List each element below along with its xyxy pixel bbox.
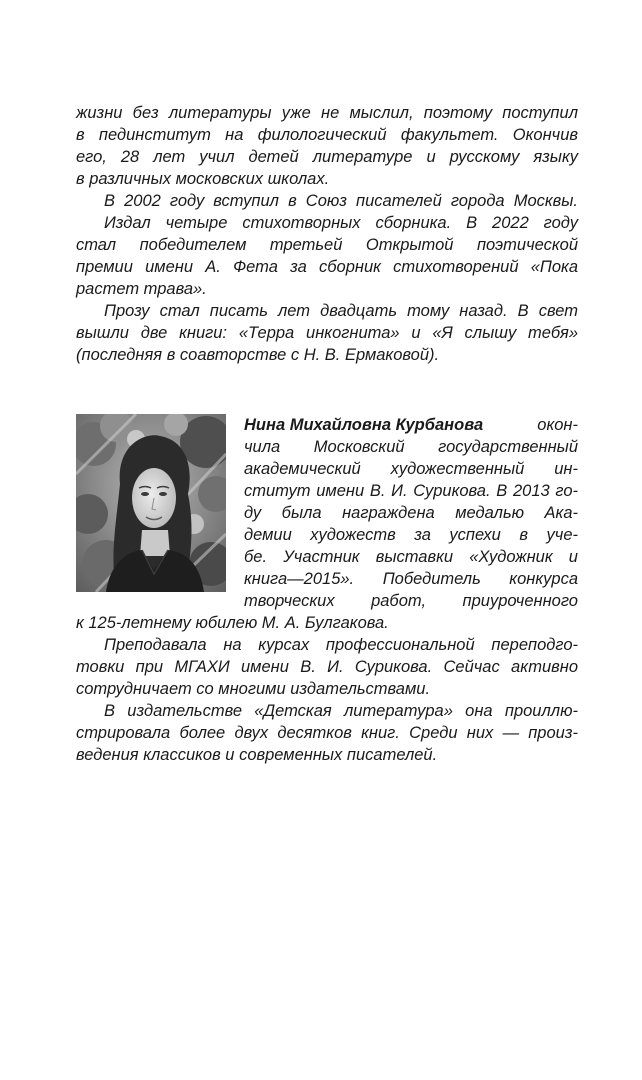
text-line: (последняя в соавторстве с Н. В. Ермаковой). [76,346,440,364]
text-line: ститут имени В. И. Сурикова. В 2013 го- [244,482,578,500]
text-line: книга—2015». Победитель конкурса [244,570,578,588]
text-line: Преподавала на курсах профессиональной переподго- [104,636,578,654]
text-line: Прозу стал писать лет двадцать тому назад. В свет [104,302,578,320]
text-line: академический художественный ин- [244,460,578,478]
text-line: сотрудничает со многими издательствами. [76,680,431,698]
text-line: вышли две книги: «Терра инкогнита» и «Я слышу тебя» [76,324,578,342]
text-line: жизни без литературы уже не мыслил, поэтому поступил [76,104,578,122]
text-line: бе. Участник выставки «Художник и [244,548,578,566]
text-line: В 2002 году вступил в Союз писателей города Москвы. [104,192,578,210]
text-line: его, 28 лет учил детей литературе и русскому языку [76,148,578,166]
text-line: товки при МГАХИ имени В. И. Сурикова. Сейчас активно [76,658,578,676]
text-line: чила Московский государственный [244,438,578,456]
text-line: стрировала более двух десятков книг. Среди них — произ- [76,724,578,742]
text-line: стал победителем третьей Открытой поэтической [76,236,578,254]
text-line: демии художеств за успехи в уче- [244,526,578,544]
text-line: в различных московских школах. [76,170,330,188]
text-line: к 125-летнему юбилею М. А. Булгакова. [76,614,389,632]
text-line: В издательстве «Детская литература» она проиллю- [104,702,578,720]
text-line: ду была награждена медалью Ака- [244,504,578,522]
author-name: Нина Михайловна Курбанова [244,416,484,434]
text-line: творческих работ, приуроченного [244,592,578,610]
text-fragment: окон- [537,416,578,434]
author-portrait-photo [76,414,226,592]
text-line: в пединститут на филологический факультет. Окончив [76,126,578,144]
text-line: Издал четыре стихотворных сборника. В 2022 году [104,214,578,232]
text-line: премии имени А. Фета за сборник стихотворений «Пока [76,258,578,276]
text-line: ведения классиков и современных писателей. [76,746,438,764]
text-line: растет трава». [76,280,207,298]
text-line [244,414,578,436]
